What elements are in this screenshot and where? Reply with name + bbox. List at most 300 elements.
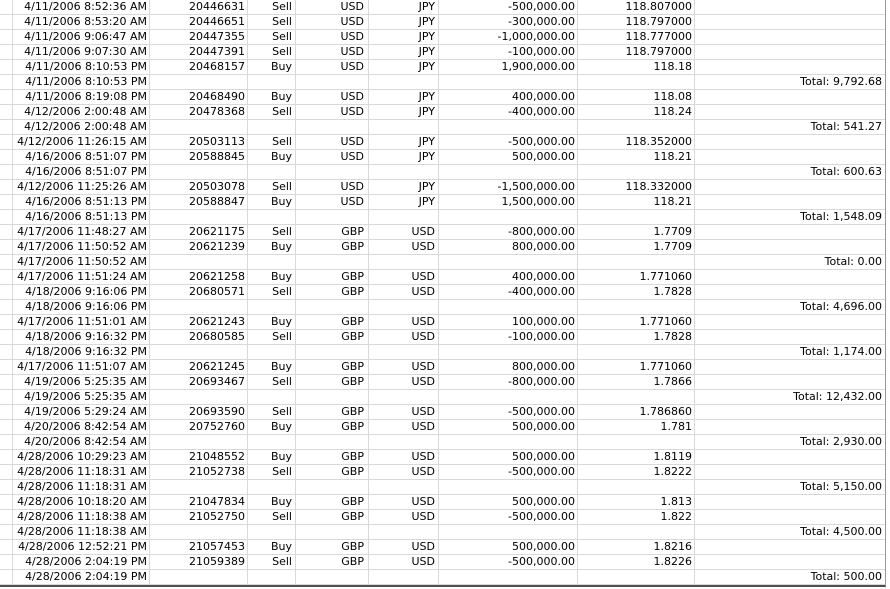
cell-quote-currency: USD	[369, 420, 439, 435]
cell-quote-currency: USD	[369, 240, 439, 255]
cell-side: Buy	[248, 60, 296, 75]
cell-rate: 118.797000	[578, 15, 695, 30]
cell-subtotal: Total: 4,500.00	[695, 525, 885, 540]
cell-rate: 1.822	[578, 510, 695, 525]
row-header-cell	[0, 135, 13, 150]
cell-rate: 118.332000	[578, 180, 695, 195]
cell-quote-currency: USD	[369, 360, 439, 375]
cell-subtotal	[695, 270, 885, 285]
cell-quote-currency: JPY	[369, 30, 439, 45]
cell-side: Buy	[248, 540, 296, 555]
cell-base-currency	[296, 435, 369, 450]
trade-row[interactable]	[0, 555, 885, 570]
row-header-cell	[0, 180, 13, 195]
row-header-cell	[0, 15, 13, 30]
cell-side: Sell	[248, 510, 296, 525]
cell-quote-currency: USD	[369, 555, 439, 570]
cell-subtotal	[695, 330, 885, 345]
cell-rate: 1.8216	[578, 540, 695, 555]
cell-datetime: 4/11/2006 8:53:20 AM	[13, 15, 150, 30]
cell-base-currency	[296, 165, 369, 180]
cell-amount: 800,000.00	[439, 240, 578, 255]
cell-amount: -800,000.00	[439, 225, 578, 240]
cell-trade-id	[150, 525, 248, 540]
cell-subtotal	[695, 60, 885, 75]
cell-trade-id: 20621245	[150, 360, 248, 375]
subtotal-row[interactable]	[0, 435, 885, 450]
cell-trade-id: 20478368	[150, 105, 248, 120]
cell-trade-id: 21048552	[150, 450, 248, 465]
cell-amount	[439, 165, 578, 180]
cell-datetime: 4/18/2006 9:16:06 PM	[13, 285, 150, 300]
cell-amount: 100,000.00	[439, 315, 578, 330]
cell-trade-id: 20680585	[150, 330, 248, 345]
cell-side: Sell	[248, 405, 296, 420]
cell-rate: 1.7828	[578, 330, 695, 345]
cell-base-currency: USD	[296, 150, 369, 165]
cell-amount: -500,000.00	[439, 135, 578, 150]
cell-trade-id: 20446631	[150, 0, 248, 15]
cell-datetime: 4/28/2006 12:52:21 PM	[13, 540, 150, 555]
cell-side: Sell	[248, 30, 296, 45]
cell-side	[248, 525, 296, 540]
row-header-cell	[0, 330, 13, 345]
cell-subtotal: Total: 12,432.00	[695, 390, 885, 405]
cell-datetime: 4/18/2006 9:16:06 PM	[13, 300, 150, 315]
cell-base-currency: GBP	[296, 375, 369, 390]
cell-datetime: 4/17/2006 11:51:24 AM	[13, 270, 150, 285]
cell-subtotal: Total: 0.00	[695, 255, 885, 270]
row-header-cell	[0, 540, 13, 555]
trade-row[interactable]	[0, 375, 885, 390]
cell-quote-currency	[369, 255, 439, 270]
cell-quote-currency: JPY	[369, 105, 439, 120]
row-header-cell	[0, 45, 13, 60]
trade-row[interactable]	[0, 270, 885, 285]
cell-datetime: 4/19/2006 5:29:24 AM	[13, 405, 150, 420]
cell-subtotal	[695, 405, 885, 420]
trade-row[interactable]	[0, 420, 885, 435]
cell-rate: 1.8222	[578, 465, 695, 480]
cell-quote-currency	[369, 570, 439, 585]
cell-rate: 118.21	[578, 150, 695, 165]
cell-side	[248, 570, 296, 585]
cell-datetime: 4/17/2006 11:50:52 AM	[13, 255, 150, 270]
cell-base-currency: GBP	[296, 240, 369, 255]
cell-subtotal: Total: 541.27	[695, 120, 885, 135]
cell-trade-id: 20588847	[150, 195, 248, 210]
cell-subtotal	[695, 375, 885, 390]
cell-side: Sell	[248, 0, 296, 15]
row-header-cell	[0, 210, 13, 225]
cell-side	[248, 345, 296, 360]
cell-datetime: 4/16/2006 8:51:13 PM	[13, 195, 150, 210]
cell-amount	[439, 480, 578, 495]
cell-quote-currency: JPY	[369, 150, 439, 165]
row-header-cell	[0, 435, 13, 450]
cell-side: Sell	[248, 285, 296, 300]
cell-datetime: 4/28/2006 10:29:23 AM	[13, 450, 150, 465]
trade-row[interactable]	[0, 285, 885, 300]
trade-row[interactable]	[0, 225, 885, 240]
cell-datetime: 4/11/2006 9:07:30 AM	[13, 45, 150, 60]
cell-amount: -500,000.00	[439, 555, 578, 570]
cell-trade-id: 20447391	[150, 45, 248, 60]
cell-rate	[578, 255, 695, 270]
cell-quote-currency: JPY	[369, 195, 439, 210]
cell-subtotal	[695, 15, 885, 30]
cell-amount: -100,000.00	[439, 330, 578, 345]
cell-subtotal	[695, 45, 885, 60]
cell-trade-id: 20693467	[150, 375, 248, 390]
cell-trade-id	[150, 480, 248, 495]
cell-base-currency: GBP	[296, 330, 369, 345]
trade-row[interactable]	[0, 495, 885, 510]
cell-datetime: 4/28/2006 11:18:31 AM	[13, 480, 150, 495]
cell-side	[248, 300, 296, 315]
row-header-cell	[0, 495, 13, 510]
cell-amount	[439, 570, 578, 585]
cell-quote-currency: JPY	[369, 15, 439, 30]
row-header-cell	[0, 300, 13, 315]
cell-quote-currency: USD	[369, 225, 439, 240]
cell-subtotal: Total: 500.00	[695, 570, 885, 585]
cell-datetime: 4/28/2006 2:04:19 PM	[13, 555, 150, 570]
cell-amount: 500,000.00	[439, 450, 578, 465]
cell-rate	[578, 480, 695, 495]
cell-quote-currency: USD	[369, 540, 439, 555]
cell-rate: 118.777000	[578, 30, 695, 45]
cell-datetime: 4/28/2006 11:18:38 AM	[13, 525, 150, 540]
cell-quote-currency	[369, 480, 439, 495]
cell-trade-id	[150, 435, 248, 450]
row-header-cell	[0, 30, 13, 45]
cell-subtotal: Total: 1,174.00	[695, 345, 885, 360]
subtotal-row[interactable]	[0, 300, 885, 315]
cell-trade-id: 21052750	[150, 510, 248, 525]
cell-amount: -400,000.00	[439, 285, 578, 300]
trade-row[interactable]	[0, 360, 885, 375]
trade-row[interactable]	[0, 90, 885, 105]
subtotal-row[interactable]	[0, 570, 885, 585]
cell-quote-currency: USD	[369, 450, 439, 465]
trade-row[interactable]	[0, 105, 885, 120]
cell-amount	[439, 435, 578, 450]
cell-quote-currency: USD	[369, 375, 439, 390]
cell-base-currency	[296, 345, 369, 360]
cell-datetime: 4/12/2006 11:26:15 AM	[13, 135, 150, 150]
cell-quote-currency	[369, 120, 439, 135]
cell-amount: 500,000.00	[439, 495, 578, 510]
cell-side	[248, 480, 296, 495]
cell-quote-currency: USD	[369, 405, 439, 420]
cell-side: Sell	[248, 135, 296, 150]
row-header-cell	[0, 555, 13, 570]
cell-rate: 1.786860	[578, 405, 695, 420]
cell-side	[248, 165, 296, 180]
cell-base-currency	[296, 120, 369, 135]
cell-rate: 1.771060	[578, 360, 695, 375]
trade-row[interactable]	[0, 240, 885, 255]
row-header-cell	[0, 165, 13, 180]
cell-rate: 118.08	[578, 90, 695, 105]
cell-trade-id: 20468490	[150, 90, 248, 105]
cell-rate: 118.797000	[578, 45, 695, 60]
cell-subtotal	[695, 285, 885, 300]
cell-side: Sell	[248, 375, 296, 390]
cell-rate	[578, 435, 695, 450]
subtotal-row[interactable]	[0, 75, 885, 90]
cell-side: Buy	[248, 150, 296, 165]
cell-trade-id: 21047834	[150, 495, 248, 510]
cell-quote-currency: JPY	[369, 0, 439, 15]
cell-amount	[439, 525, 578, 540]
cell-base-currency	[296, 570, 369, 585]
cell-trade-id: 20621258	[150, 270, 248, 285]
cell-trade-id	[150, 300, 248, 315]
cell-trade-id: 21057453	[150, 540, 248, 555]
cell-amount: -500,000.00	[439, 510, 578, 525]
cell-datetime: 4/12/2006 2:00:48 AM	[13, 120, 150, 135]
cell-trade-id	[150, 210, 248, 225]
cell-trade-id: 21052738	[150, 465, 248, 480]
cell-amount: 1,900,000.00	[439, 60, 578, 75]
cell-side	[248, 435, 296, 450]
trade-row[interactable]	[0, 60, 885, 75]
subtotal-row[interactable]	[0, 390, 885, 405]
cell-quote-currency	[369, 390, 439, 405]
cell-base-currency	[296, 525, 369, 540]
row-header-cell	[0, 75, 13, 90]
cell-trade-id: 20621243	[150, 315, 248, 330]
trade-row[interactable]	[0, 15, 885, 30]
cell-datetime: 4/11/2006 8:19:08 PM	[13, 90, 150, 105]
subtotal-row[interactable]	[0, 210, 885, 225]
cell-trade-id	[150, 390, 248, 405]
cell-amount	[439, 120, 578, 135]
cell-quote-currency: JPY	[369, 60, 439, 75]
cell-datetime: 4/17/2006 11:51:07 AM	[13, 360, 150, 375]
cell-amount: 1,500,000.00	[439, 195, 578, 210]
cell-side: Buy	[248, 240, 296, 255]
cell-subtotal	[695, 555, 885, 570]
cell-rate	[578, 525, 695, 540]
row-header-cell	[0, 225, 13, 240]
subtotal-row[interactable]	[0, 120, 885, 135]
cell-quote-currency	[369, 525, 439, 540]
cell-subtotal: Total: 2,930.00	[695, 435, 885, 450]
cell-amount: -100,000.00	[439, 45, 578, 60]
cell-rate: 1.781	[578, 420, 695, 435]
cell-datetime: 4/18/2006 9:16:32 PM	[13, 345, 150, 360]
cell-quote-currency: USD	[369, 330, 439, 345]
cell-base-currency: USD	[296, 60, 369, 75]
cell-base-currency	[296, 210, 369, 225]
cell-amount: -400,000.00	[439, 105, 578, 120]
cell-rate: 1.7709	[578, 240, 695, 255]
cell-base-currency: GBP	[296, 360, 369, 375]
cell-trade-id: 20503113	[150, 135, 248, 150]
subtotal-row[interactable]	[0, 165, 885, 180]
cell-base-currency	[296, 480, 369, 495]
trade-row[interactable]	[0, 45, 885, 60]
trade-row[interactable]	[0, 330, 885, 345]
cell-base-currency: GBP	[296, 315, 369, 330]
cell-datetime: 4/17/2006 11:50:52 AM	[13, 240, 150, 255]
cell-trade-id: 20446651	[150, 15, 248, 30]
trade-row[interactable]	[0, 195, 885, 210]
cell-amount: -1,500,000.00	[439, 180, 578, 195]
cell-datetime: 4/11/2006 8:52:36 AM	[13, 0, 150, 15]
cell-base-currency: GBP	[296, 270, 369, 285]
row-header-cell	[0, 345, 13, 360]
row-header-cell	[0, 270, 13, 285]
cell-amount: -500,000.00	[439, 465, 578, 480]
cell-subtotal	[695, 90, 885, 105]
trade-row[interactable]	[0, 465, 885, 480]
row-header-cell	[0, 195, 13, 210]
cell-quote-currency	[369, 165, 439, 180]
cell-trade-id: 20680571	[150, 285, 248, 300]
cell-amount: 500,000.00	[439, 420, 578, 435]
cell-trade-id	[150, 75, 248, 90]
cell-base-currency: GBP	[296, 420, 369, 435]
cell-side: Sell	[248, 465, 296, 480]
cell-datetime: 4/28/2006 11:18:31 AM	[13, 465, 150, 480]
cell-base-currency: USD	[296, 90, 369, 105]
cell-side: Sell	[248, 105, 296, 120]
subtotal-row[interactable]	[0, 345, 885, 360]
cell-side: Buy	[248, 360, 296, 375]
cell-quote-currency: USD	[369, 495, 439, 510]
cell-side: Sell	[248, 15, 296, 30]
cell-base-currency: USD	[296, 195, 369, 210]
row-header-cell	[0, 570, 13, 585]
cell-subtotal: Total: 5,150.00	[695, 480, 885, 495]
cell-side	[248, 390, 296, 405]
cell-base-currency: GBP	[296, 510, 369, 525]
row-header-cell	[0, 510, 13, 525]
cell-datetime: 4/17/2006 11:51:01 AM	[13, 315, 150, 330]
row-header-cell	[0, 360, 13, 375]
cell-rate: 1.7866	[578, 375, 695, 390]
cell-side: Buy	[248, 90, 296, 105]
cell-base-currency	[296, 75, 369, 90]
cell-side: Buy	[248, 270, 296, 285]
cell-amount: 800,000.00	[439, 360, 578, 375]
cell-base-currency: USD	[296, 45, 369, 60]
cell-rate: 1.7828	[578, 285, 695, 300]
cell-subtotal	[695, 465, 885, 480]
cell-trade-id: 20621175	[150, 225, 248, 240]
row-header-cell	[0, 255, 13, 270]
cell-base-currency: USD	[296, 30, 369, 45]
trade-row[interactable]	[0, 150, 885, 165]
cell-datetime: 4/20/2006 8:42:54 AM	[13, 420, 150, 435]
cell-amount	[439, 210, 578, 225]
cell-datetime: 4/17/2006 11:48:27 AM	[13, 225, 150, 240]
cell-side	[248, 120, 296, 135]
cell-amount	[439, 300, 578, 315]
subtotal-row[interactable]	[0, 525, 885, 540]
cell-subtotal	[695, 225, 885, 240]
cell-rate	[578, 345, 695, 360]
row-header-cell	[0, 420, 13, 435]
trade-row[interactable]	[0, 510, 885, 525]
trade-row[interactable]	[0, 540, 885, 555]
cell-side	[248, 210, 296, 225]
cell-subtotal	[695, 195, 885, 210]
row-header-cell	[0, 315, 13, 330]
cell-base-currency: GBP	[296, 555, 369, 570]
trade-row[interactable]	[0, 180, 885, 195]
cell-base-currency: GBP	[296, 450, 369, 465]
cell-quote-currency: USD	[369, 270, 439, 285]
row-header-cell	[0, 0, 13, 15]
cell-trade-id: 20468157	[150, 60, 248, 75]
cell-side: Buy	[248, 495, 296, 510]
cell-quote-currency	[369, 75, 439, 90]
cell-rate: 1.771060	[578, 270, 695, 285]
cell-datetime: 4/28/2006 2:04:19 PM	[13, 570, 150, 585]
cell-subtotal	[695, 360, 885, 375]
cell-trade-id	[150, 570, 248, 585]
row-header-cell	[0, 240, 13, 255]
trade-row[interactable]	[0, 450, 885, 465]
cell-subtotal	[695, 150, 885, 165]
cell-trade-id	[150, 165, 248, 180]
cell-quote-currency: USD	[369, 315, 439, 330]
row-header-cell	[0, 465, 13, 480]
row-header-cell	[0, 450, 13, 465]
cell-side	[248, 255, 296, 270]
cell-base-currency	[296, 390, 369, 405]
cell-trade-id	[150, 255, 248, 270]
cell-base-currency: GBP	[296, 540, 369, 555]
subtotal-row[interactable]	[0, 480, 885, 495]
cell-rate: 1.7709	[578, 225, 695, 240]
cell-datetime: 4/11/2006 9:06:47 AM	[13, 30, 150, 45]
cell-rate: 118.352000	[578, 135, 695, 150]
cell-subtotal	[695, 135, 885, 150]
cell-quote-currency	[369, 435, 439, 450]
trade-row[interactable]	[0, 0, 885, 15]
cell-subtotal	[695, 180, 885, 195]
cell-base-currency: GBP	[296, 405, 369, 420]
cell-trade-id: 21059389	[150, 555, 248, 570]
trade-row[interactable]	[0, 405, 885, 420]
trade-row[interactable]	[0, 30, 885, 45]
trade-row[interactable]	[0, 135, 885, 150]
cell-trade-id: 20447355	[150, 30, 248, 45]
row-header-cell	[0, 150, 13, 165]
cell-trade-id: 20588845	[150, 150, 248, 165]
cell-base-currency: USD	[296, 180, 369, 195]
cell-rate	[578, 210, 695, 225]
cell-quote-currency	[369, 345, 439, 360]
cell-datetime: 4/12/2006 11:25:26 AM	[13, 180, 150, 195]
trade-row[interactable]	[0, 315, 885, 330]
cell-subtotal: Total: 600.63	[695, 165, 885, 180]
cell-amount	[439, 75, 578, 90]
cell-base-currency	[296, 255, 369, 270]
cell-quote-currency: USD	[369, 510, 439, 525]
row-header-cell	[0, 105, 13, 120]
cell-side: Sell	[248, 45, 296, 60]
cell-datetime: 4/16/2006 8:51:07 PM	[13, 150, 150, 165]
subtotal-row[interactable]	[0, 255, 885, 270]
cell-amount: -300,000.00	[439, 15, 578, 30]
